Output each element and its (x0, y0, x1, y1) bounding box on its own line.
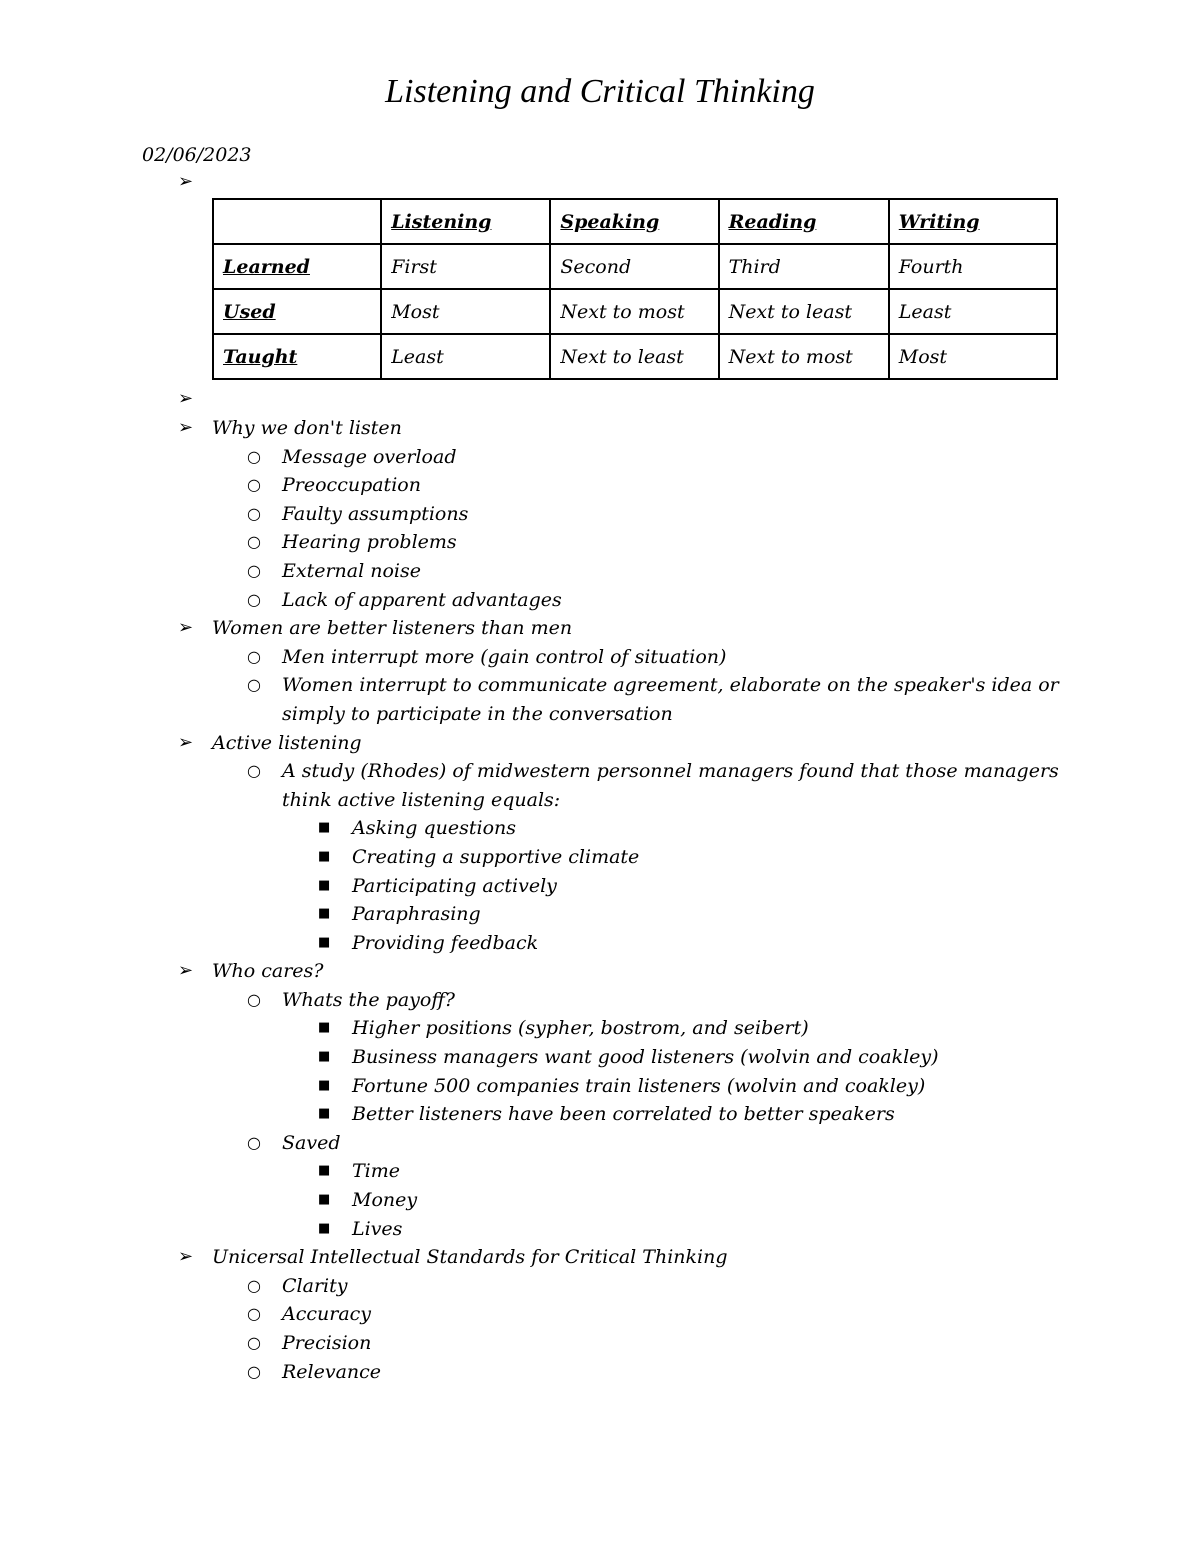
outline-item-level-2 (0, 443, 1200, 472)
table-corner-cell (213, 199, 381, 244)
square-bullet-icon: ■ (318, 1220, 331, 1236)
outline-item-text: Hearing problems (282, 531, 457, 554)
circle-bullet-icon: ○ (247, 446, 261, 466)
table-row (213, 244, 1057, 289)
square-bullet-icon: ■ (318, 848, 331, 864)
outline-item-text: Faulty assumptions (282, 502, 469, 525)
arrow-bullet-icon: ➢ (178, 731, 194, 753)
table-header-cell: Reading (719, 199, 889, 244)
table-header-cell: Writing (889, 199, 1057, 244)
outline-item-level-2 (0, 528, 1200, 557)
outline-item-text: Active listening (212, 731, 362, 754)
outline-item-text: Relevance (282, 1360, 382, 1383)
circle-bullet-icon: ○ (247, 532, 261, 552)
outline-item-level-1 (0, 414, 1200, 443)
outline-item-level-3 (0, 1100, 1200, 1129)
outline-item-text: Fortune 500 companies train listeners (wolvin and coakley) (352, 1074, 926, 1097)
square-bullet-icon: ■ (318, 877, 331, 893)
arrow-bullet-icon: ➢ (178, 960, 194, 982)
outline-item-level-3 (0, 1157, 1200, 1186)
outline-item-text: Why we don't listen (212, 417, 402, 439)
outline-item-text: Message overload (282, 445, 457, 468)
square-bullet-icon: ■ (318, 934, 331, 950)
outline-item-text: Precision (282, 1332, 372, 1354)
outline-item-text: Accuracy (282, 1303, 372, 1326)
outline-item-level-2 (0, 557, 1200, 586)
square-bullet-icon: ■ (318, 820, 331, 836)
square-bullet-icon: ■ (318, 1020, 331, 1036)
table-row (213, 289, 1057, 334)
outline-item-text: Men interrupt more (gain control of situation) (282, 645, 727, 668)
table-header-cell: Listening (381, 199, 550, 244)
outline-item-level-3 (0, 1072, 1200, 1101)
table-cell: Least (381, 334, 550, 379)
outline-item-text: External noise (282, 559, 421, 582)
outline-item-level-1 (0, 1243, 1200, 1272)
outline-item-level-2 (0, 757, 1200, 814)
circle-bullet-icon: ○ (247, 503, 261, 523)
outline-item-level-2 (0, 1329, 1200, 1358)
outline-item-level-2 (0, 1129, 1200, 1158)
outline-item-text: Whats the payoff? (282, 988, 455, 1011)
outline-item-text: Women are better listeners than men (212, 617, 573, 640)
outline-item-text: A study (Rhodes) of midwestern personnel managers found that those managers think active listening equals: (282, 760, 1059, 811)
circle-bullet-icon: ○ (247, 560, 261, 580)
arrow-bullet-icon: ➢ (178, 617, 194, 639)
table-cell: Next to most (719, 334, 889, 379)
outline-item-level-3 (0, 843, 1200, 872)
document-title: Listening and Critical Thinking (385, 73, 815, 110)
table-cell: Next to most (550, 289, 718, 334)
outline-item-level-2 (0, 586, 1200, 615)
outline-item-text: Asking questions (352, 817, 517, 840)
outline-item-text: Lack of apparent advantages (282, 588, 562, 611)
outline-item-text: Participating actively (352, 874, 557, 897)
square-bullet-icon: ■ (318, 906, 331, 922)
table-cell: Least (889, 289, 1057, 334)
table-row-header: Learned (213, 244, 381, 289)
skills-table (212, 198, 1058, 380)
outline-item-level-2 (0, 1300, 1200, 1329)
outline-item-text: Clarity (282, 1274, 348, 1297)
outline-item-level-3 (0, 1043, 1200, 1072)
square-bullet-icon: ■ (318, 1163, 331, 1179)
circle-bullet-icon: ○ (247, 761, 261, 781)
outline-item-level-3 (0, 814, 1200, 843)
circle-bullet-icon: ○ (247, 589, 261, 609)
square-bullet-icon: ■ (318, 1106, 331, 1122)
table-cell: Third (719, 244, 889, 289)
circle-bullet-icon: ○ (247, 1304, 261, 1324)
circle-bullet-icon: ○ (247, 1333, 261, 1352)
outline-item-level-2 (0, 671, 1200, 728)
square-bullet-icon: ■ (318, 1077, 331, 1093)
outline-item-text: Lives (352, 1217, 403, 1240)
outline-item-level-3 (0, 929, 1200, 958)
empty-bullet-arrow: ➢ (178, 388, 194, 409)
table-cell: Next to least (719, 289, 889, 334)
outline-item-text: Higher positions (sypher, bostrom, and seibert) (352, 1017, 809, 1040)
outline-item-level-3 (0, 900, 1200, 929)
table-cell: Most (381, 289, 550, 334)
outline-item-level-3 (0, 1215, 1200, 1244)
table-row-header: Used (213, 289, 381, 334)
outline-item-level-2 (0, 1272, 1200, 1301)
outline-item-text: Unicersal Intellectual Standards for Critical Thinking (212, 1246, 728, 1269)
outline-item-level-3 (0, 872, 1200, 901)
outline-item-text: Saved (282, 1131, 341, 1154)
circle-bullet-icon: ○ (247, 1361, 261, 1381)
outline-item-text: Money (352, 1189, 418, 1212)
outline-item-level-2 (0, 471, 1200, 500)
circle-bullet-icon: ○ (247, 1132, 261, 1152)
table-cell: Fourth (889, 244, 1057, 289)
arrow-bullet-icon: ➢ (178, 1246, 194, 1268)
circle-bullet-icon: ○ (247, 1275, 261, 1295)
outline-item-level-2 (0, 643, 1200, 672)
table-cell: First (381, 244, 550, 289)
outline-item-text: Paraphrasing (352, 903, 481, 926)
outline-item-text: Time (352, 1160, 401, 1183)
circle-bullet-icon: ○ (247, 475, 261, 495)
circle-bullet-icon: ○ (247, 646, 261, 666)
circle-bullet-icon: ○ (247, 675, 261, 695)
table-header-cell: Speaking (550, 199, 718, 244)
empty-bullet-arrow: ➢ (178, 171, 194, 192)
outline-item-level-3 (0, 1186, 1200, 1215)
outline-item-level-1 (0, 729, 1200, 758)
outline-item-level-3 (0, 1014, 1200, 1043)
outline-item-text: Creating a supportive climate (352, 845, 640, 868)
table-cell: Most (889, 334, 1057, 379)
outline-item-level-2 (0, 1358, 1200, 1387)
table-row-header: Taught (213, 334, 381, 379)
outline-item-text: Better listeners have been correlated to better speakers (352, 1103, 895, 1126)
outline-item-text: Women interrupt to communicate agreement, elaborate on the speaker's idea or simply to participate in the conversation (282, 674, 1059, 725)
table-cell: Next to least (550, 334, 718, 379)
outline-item-text: Business managers want good listeners (wolvin and coakley) (352, 1046, 939, 1069)
outline-item-text: Providing feedback (352, 931, 539, 954)
table-row (213, 334, 1057, 379)
notes-outline (0, 414, 1200, 1386)
arrow-bullet-icon: ➢ (178, 417, 194, 438)
square-bullet-icon: ■ (318, 1049, 331, 1065)
table-cell: Second (550, 244, 718, 289)
outline-item-level-2 (0, 500, 1200, 529)
table-header-row (213, 199, 1057, 244)
outline-item-level-1 (0, 614, 1200, 643)
square-bullet-icon: ■ (318, 1192, 331, 1208)
outline-item-level-1 (0, 957, 1200, 986)
outline-item-level-2 (0, 986, 1200, 1015)
outline-item-text: Preoccupation (282, 474, 421, 497)
circle-bullet-icon: ○ (247, 989, 261, 1009)
outline-item-text: Who cares? (212, 960, 324, 983)
note-date: 02/06/2023 (142, 144, 252, 166)
